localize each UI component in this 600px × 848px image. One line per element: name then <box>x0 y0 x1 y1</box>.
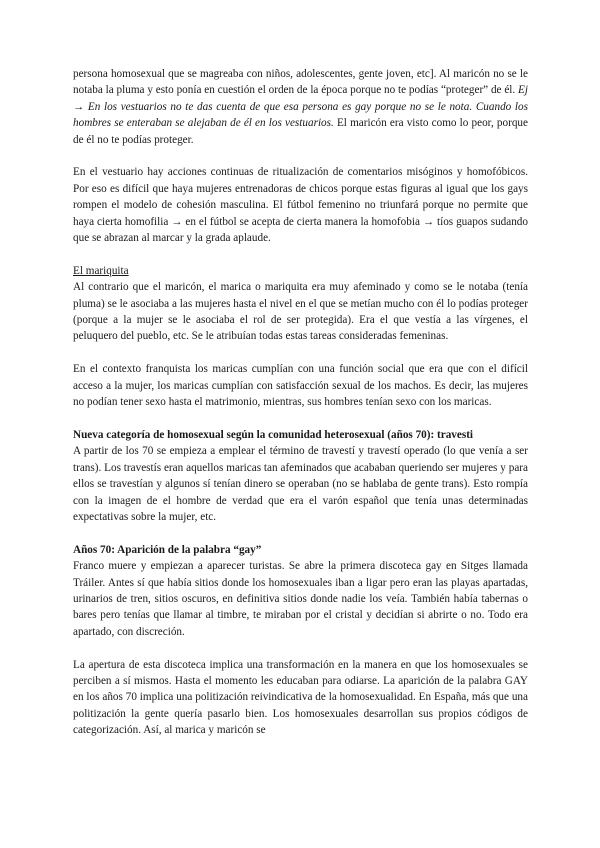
paragraph-discoteca: La apertura de esta discoteca implica una transformación en la manera en que los homosexuales se perciben a sí mismos. Hasta el momento les educaban para odiarse. La aparición de la palabra GAY en los años 70 implica una politización reivindicativa de la homosexualidad. En España, más que una politización la gente quería pasarlo bien. Los homosexuales desarrollan sus propios códigos de categorización. Así, al marica y maricón se <box>73 658 528 737</box>
paragraph-mariquita: Al contrario que el maricón, el marica o mariquita era muy afeminado y como se le notaba (tenía pluma) se le asociaba a las mujeres hasta el nivel en el que se metían mucho con él lo podías proteger (porque a la mujer se le asociaba el rol de ser protegida). Era el que vestía a las vírgenes, el peluquero del pueblo, etc. Se le atribuían todas estas tareas consideradas femeninas. <box>73 281 528 343</box>
paragraph-travesti: A partir de los 70 se empieza a emplear el término de travestí y travestí operado (lo que venía a ser trans). Los travestís eran aquellos maricas tan afeminados que acababan queriendo ser mujeres y para ellos se travestían y algunos sí tenían dinero se operaban (no se hablaba de gente trans). Esto rompía con la imagen de el hombre de verdad que era el varón español que tenía unas determinadas expectativas sobre la mujer, etc. <box>73 445 528 523</box>
paragraph-vestuario: En el vestuario hay acciones continuas de ritualización de comentarios misóginos y homofóbicos. Por eso es difícil que haya mujeres entrenadoras de chicos porque estas figuras al igual que los gays rompen el modelo de cohesión masculina. El fútbol femenino no triunfará porque no permite que haya cierta homofilia → en el fútbol se acepta de cierta manera la homofobia → tíos guapos sudando que se abrazan al marcar y la grada aplaude. <box>73 166 528 245</box>
paragraph-franco: Franco muere y empiezan a aparecer turistas. Se abre la primera discoteca gay en Sitges llamada Tráiler. Antes sí que había sitios donde los homosexuales iban a ligar pero eran las playas apartadas, urinarios de tren, sitios oscuros, en definitiva sitios donde nadie los veía. También había tabernas o bares pero tenías que llamar al timbre, te miraban por el cristal y decidían si abrirte o no. Todo era apartado, con discreción. <box>73 560 528 638</box>
paragraph-text: El maricón era visto como lo peor, porque de él no te podías proteger. <box>73 117 528 146</box>
section-heading-mariquita: El mariquita <box>73 264 129 277</box>
section-heading-gay: Años 70: Aparición de la palabra “gay” <box>73 543 262 556</box>
paragraph-contexto-franquista: En el contexto franquista los maricas cumplían con una función social que era que con el difícil acceso a la mujer, los maricas cumplían con satisfacción sexual de los machos. Es decir, las mujeres no podían tener sexo hasta el matrimonio, mientras, sus hombres tenían sexo con los maricas. <box>73 363 528 409</box>
document-body <box>73 66 528 739</box>
paragraph-text: persona homosexual que se magreaba con niños, adolescentes, gente joven, etc]. Al maricón no se le notaba la pluma y esto ponía en cuestión el orden de la época porque no te podías “proteger” de él. <box>73 68 528 97</box>
example-italic-text: Ej → En los vestuarios no te das cuenta de que esa persona es gay porque no se le nota. Cuando los hombres se enteraban se alejaban de él en los vestuarios. <box>73 84 528 130</box>
paragraph-maricon-continuation <box>73 66 528 148</box>
section-heading-travesti: Nueva categoría de homosexual según la comunidad heterosexual (años 70): travesti <box>73 428 474 441</box>
